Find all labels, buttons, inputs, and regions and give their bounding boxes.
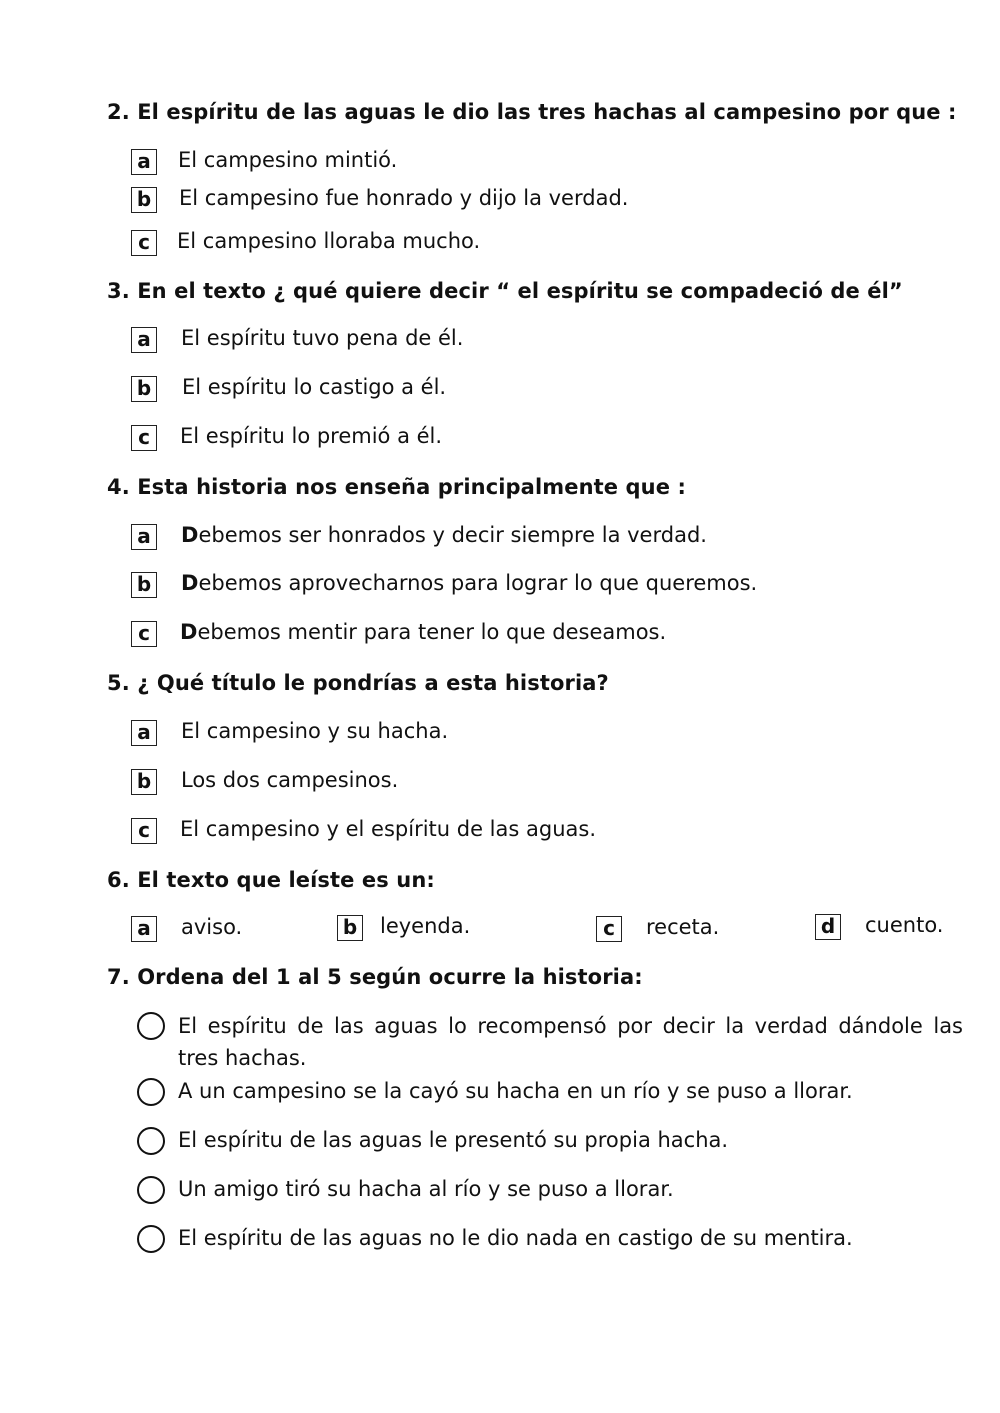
option-rest: ebemos aprovecharnos para lograr lo que queremos.	[198, 571, 758, 595]
option-letter-box: a	[131, 327, 157, 353]
option-text: receta.	[646, 915, 720, 939]
option-text: aviso.	[181, 915, 243, 939]
option-letter-box: b	[337, 915, 363, 941]
order-circle-2[interactable]	[137, 1078, 165, 1106]
order-circle-5[interactable]	[137, 1225, 165, 1253]
order-item-4: Un amigo tiró su hacha al río y se puso a llorar.	[178, 1177, 674, 1201]
option-text: El espíritu tuvo pena de él.	[181, 326, 464, 350]
option-text	[181, 571, 757, 595]
option-text: El espíritu lo premió a él.	[180, 424, 443, 448]
option-letter-box: b	[131, 187, 157, 213]
question-2: 2. El espíritu de las aguas le dio las tres hachas al campesino por que :	[107, 100, 957, 124]
option-letter-box: c	[131, 621, 157, 647]
option-letter-box: a	[131, 149, 157, 175]
option-letter-box: a	[131, 720, 157, 746]
option-letter-box: b	[131, 376, 157, 402]
option-initial: D	[181, 523, 199, 547]
order-circle-1[interactable]	[137, 1012, 165, 1040]
question-6: 6. El texto que leíste es un:	[107, 868, 435, 892]
option-initial: D	[180, 620, 198, 644]
option-letter-box: a	[131, 524, 157, 550]
question-5: 5. ¿ Qué título le pondrías a esta historia?	[107, 671, 609, 695]
order-item-2: A un campesino se la cayó su hacha en un río y se puso a llorar.	[178, 1079, 853, 1103]
order-circle-4[interactable]	[137, 1176, 165, 1204]
option-text: leyenda.	[380, 914, 471, 938]
option-text: El campesino y su hacha.	[181, 719, 449, 743]
option-letter-box: c	[131, 425, 157, 451]
order-item-1: El espíritu de las aguas lo recompensó por decir la verdad dándole las tres hachas.	[178, 1014, 963, 1070]
option-text	[181, 523, 707, 547]
option-letter-box: b	[131, 572, 157, 598]
option-letter-box: c	[131, 818, 157, 844]
order-circle-3[interactable]	[137, 1127, 165, 1155]
order-item-3: El espíritu de las aguas le presentó su propia hacha.	[178, 1128, 729, 1152]
option-letter-box: b	[131, 769, 157, 795]
option-letter-box: c	[131, 230, 157, 256]
option-letter-box: d	[815, 914, 841, 940]
option-rest: ebemos mentir para tener lo que deseamos.	[197, 620, 667, 644]
option-text: cuento.	[865, 913, 944, 937]
option-text: El campesino lloraba mucho.	[177, 229, 481, 253]
option-letter-box: c	[596, 916, 622, 942]
question-7: 7. Ordena del 1 al 5 según ocurre la historia:	[107, 965, 643, 989]
option-text: El espíritu lo castigo a él.	[182, 375, 447, 399]
question-3: 3. En el texto ¿ qué quiere decir “ el espíritu se compadeció de él”	[107, 279, 903, 303]
question-4: 4. Esta historia nos enseña principalmente que :	[107, 475, 686, 499]
option-text: El campesino mintió.	[178, 148, 398, 172]
option-text: Los dos campesinos.	[181, 768, 399, 792]
option-initial: D	[181, 571, 199, 595]
option-letter-box: a	[131, 916, 157, 942]
option-text: El campesino y el espíritu de las aguas.	[180, 817, 596, 841]
option-rest: ebemos ser honrados y decir siempre la verdad.	[198, 523, 707, 547]
option-text	[180, 620, 666, 644]
option-text: El campesino fue honrado y dijo la verdad.	[179, 186, 629, 210]
order-item-5: El espíritu de las aguas no le dio nada en castigo de su mentira.	[178, 1226, 853, 1250]
